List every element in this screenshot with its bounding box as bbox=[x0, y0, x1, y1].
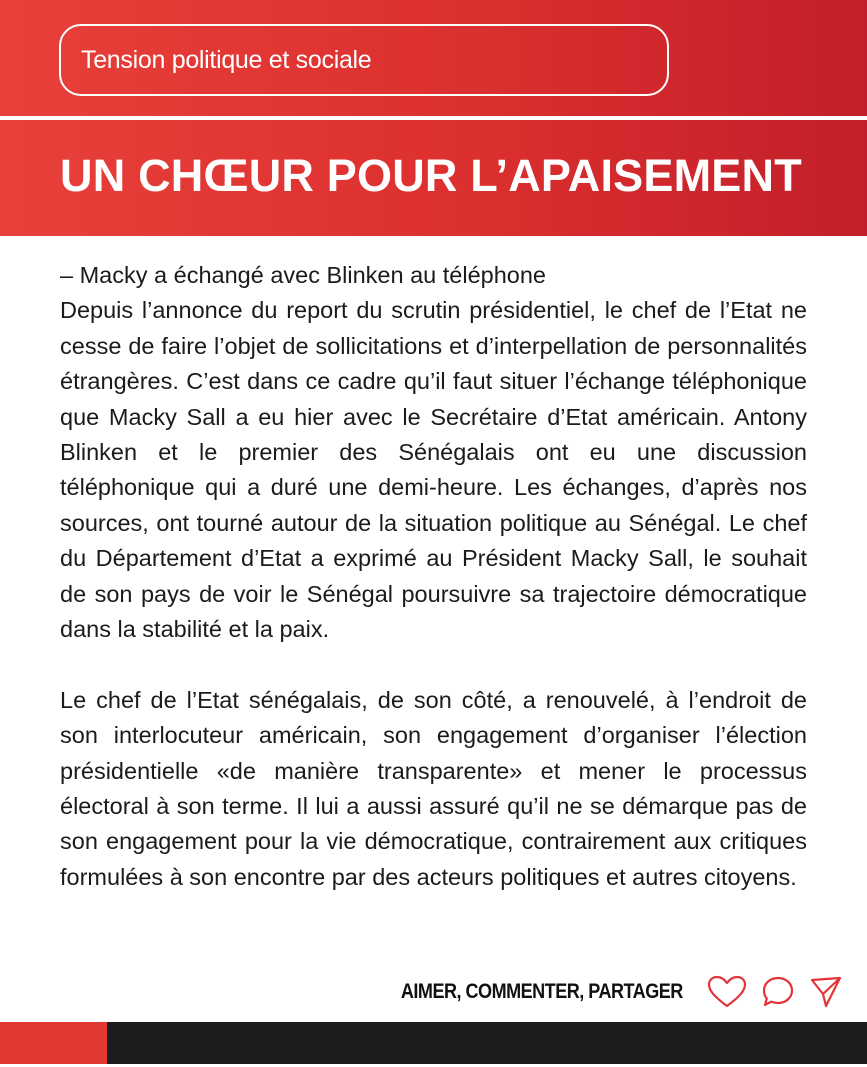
article-title: UN CHŒUR POUR L’APAISEMENT bbox=[60, 150, 802, 201]
header-divider bbox=[0, 116, 867, 120]
share-icon[interactable] bbox=[809, 975, 843, 1009]
heart-icon[interactable] bbox=[707, 975, 747, 1009]
footer-accent bbox=[0, 1022, 107, 1064]
social-actions-label: AIMER, COMMENTER, PARTAGER bbox=[401, 980, 683, 1003]
category-tag: Tension politique et sociale bbox=[59, 24, 669, 96]
paragraph-spacer bbox=[60, 647, 807, 682]
article-paragraph-1: Depuis l’annonce du report du scrutin présidentiel, le chef de l’Etat ne cesse de faire l’objet de sollicitations et d’interpellation de personnalités étrangères. C’est dans ce cadre qu’il faut situer l’échange téléphonique que Macky Sall a eu hier avec le Secrétaire d’Etat américain. Antony Blinken et le premier des Sénégalais ont eu une discussion téléphonique qui a duré une demi-heure. Les échanges, d’après nos sources, ont tourné autour de la situation politique au Sénégal. Le chef du Département d’Etat a exprimé au Président Macky Sall, le souhait de son pays de voir le Sénégal poursuivre sa trajectoire démocratique dans la stabilité et la paix. bbox=[60, 297, 807, 643]
header-banner bbox=[0, 0, 867, 236]
article-paragraph-2: Le chef de l’Etat sénégalais, de son côté, a renouvelé, à l’endroit de son interlocuteur américain, son engagement d’organiser l’élection présidentielle «de manière transparente» et mener le processus électoral à son terme. Il lui a aussi assuré qu’il ne se démarque pas de son engagement pour la vie démocratique, contrairement aux critiques formulées à son encontre par des acteurs politiques et autres citoyens. bbox=[60, 686, 807, 890]
article-body bbox=[60, 258, 807, 895]
comment-icon[interactable] bbox=[761, 975, 795, 1009]
article-lead: – Macky a échangé avec Blinken au téléphone bbox=[60, 262, 546, 288]
footer-bar bbox=[0, 1022, 867, 1064]
social-actions bbox=[355, 972, 843, 1012]
